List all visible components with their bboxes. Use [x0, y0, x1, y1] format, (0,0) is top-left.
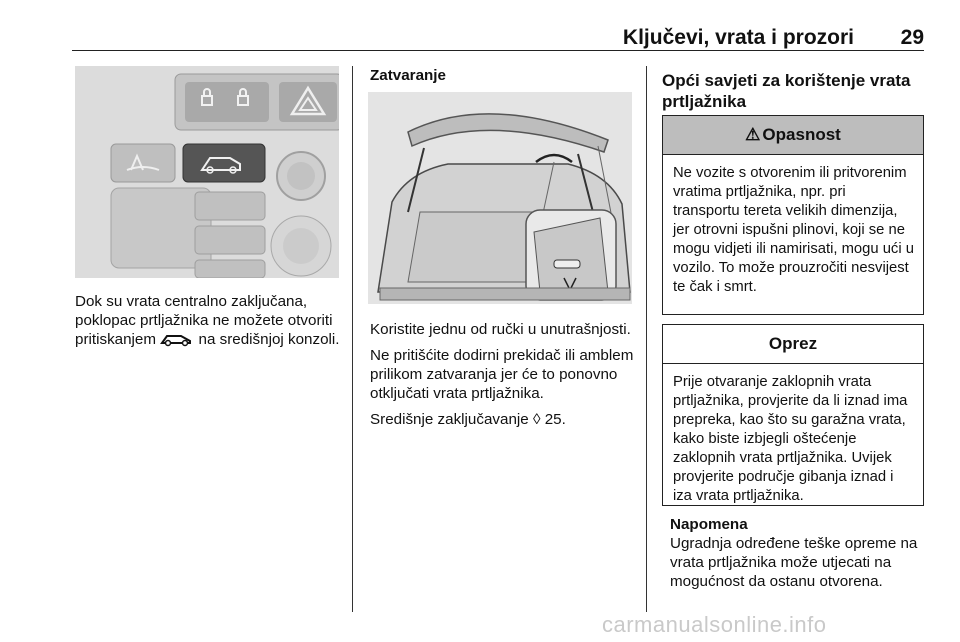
caution-box-header [663, 325, 923, 364]
cross-reference[interactable] [370, 410, 636, 429]
note-title: Napomena [670, 516, 748, 533]
warning-triangle-icon: ⚠ [745, 125, 761, 144]
page-number: 29 [900, 26, 924, 49]
danger-box-header [663, 116, 923, 155]
column-divider-2 [646, 66, 647, 612]
danger-text: Ne vozite s otvorenim ili pritvorenim vratima prtljažnika, npr. pri transportu tereta velikih dimenzija, jer otrovni ispušni plinovi, koji se ne mogu vidjeti ili namirisati, mogu ući u vozilo. To može prouzročiti nesvijest te čak i smrt. [673, 165, 914, 295]
page-header [72, 22, 924, 52]
closing-heading: Zatvaranje [370, 67, 446, 84]
left-paragraph-text-1: Dok su vrata centralno zaključana, poklopac prtljažnika ne možete otvoriti pritiskanjem [75, 293, 333, 348]
chapter-title: Ključevi, vrata i prozori [622, 26, 854, 49]
cross-reference-page: 25. [544, 411, 566, 428]
tailgate-illustration [368, 92, 632, 304]
cross-reference-text: Središnje zaključavanje [370, 411, 529, 428]
car-tailgate-icon [160, 331, 194, 352]
cross-reference-arrow-icon: ◊ [532, 411, 541, 428]
middle-paragraph-1: Koristite jednu od ručki u unutrašnjosti. [370, 321, 631, 338]
danger-title: Opasnost [762, 125, 841, 144]
console-buttons-illustration [75, 66, 339, 278]
left-paragraph [75, 292, 343, 352]
header-divider [72, 50, 924, 51]
middle-text [370, 320, 636, 436]
section-title: Opći savjeti za korištenje vrata prtljažnika [662, 71, 911, 111]
caution-title: Oprez [768, 334, 818, 353]
danger-box [662, 115, 924, 315]
column-divider-1 [352, 66, 353, 612]
caution-text: Prije otvaranje zaklopnih vrata prtljažnika, provjerite da li iznad ima prepreka, kao što su garažna vrata, kako biste izbjegli oštećenje zaklopnih vrata prtljažnika. Uvijek provjerite područje gibanja iznad i iza vrata prtljažnika. [673, 374, 908, 504]
note-block [670, 515, 928, 591]
left-paragraph-text-2: na središnjoj konzoli. [198, 331, 340, 348]
caution-box [662, 324, 924, 506]
watermark: carmanualsonline.info [602, 612, 827, 637]
middle-paragraph-2: Ne pritišćite dodirni prekidač ili amblem prilikom zatvaranja jer će to ponovno otključati vrata prtljažnika. [370, 347, 634, 402]
note-text: Ugradnja određene teške opreme na vrata prtljažnika može utjecati na mogućnost da ostanu otvorena. [670, 535, 918, 590]
